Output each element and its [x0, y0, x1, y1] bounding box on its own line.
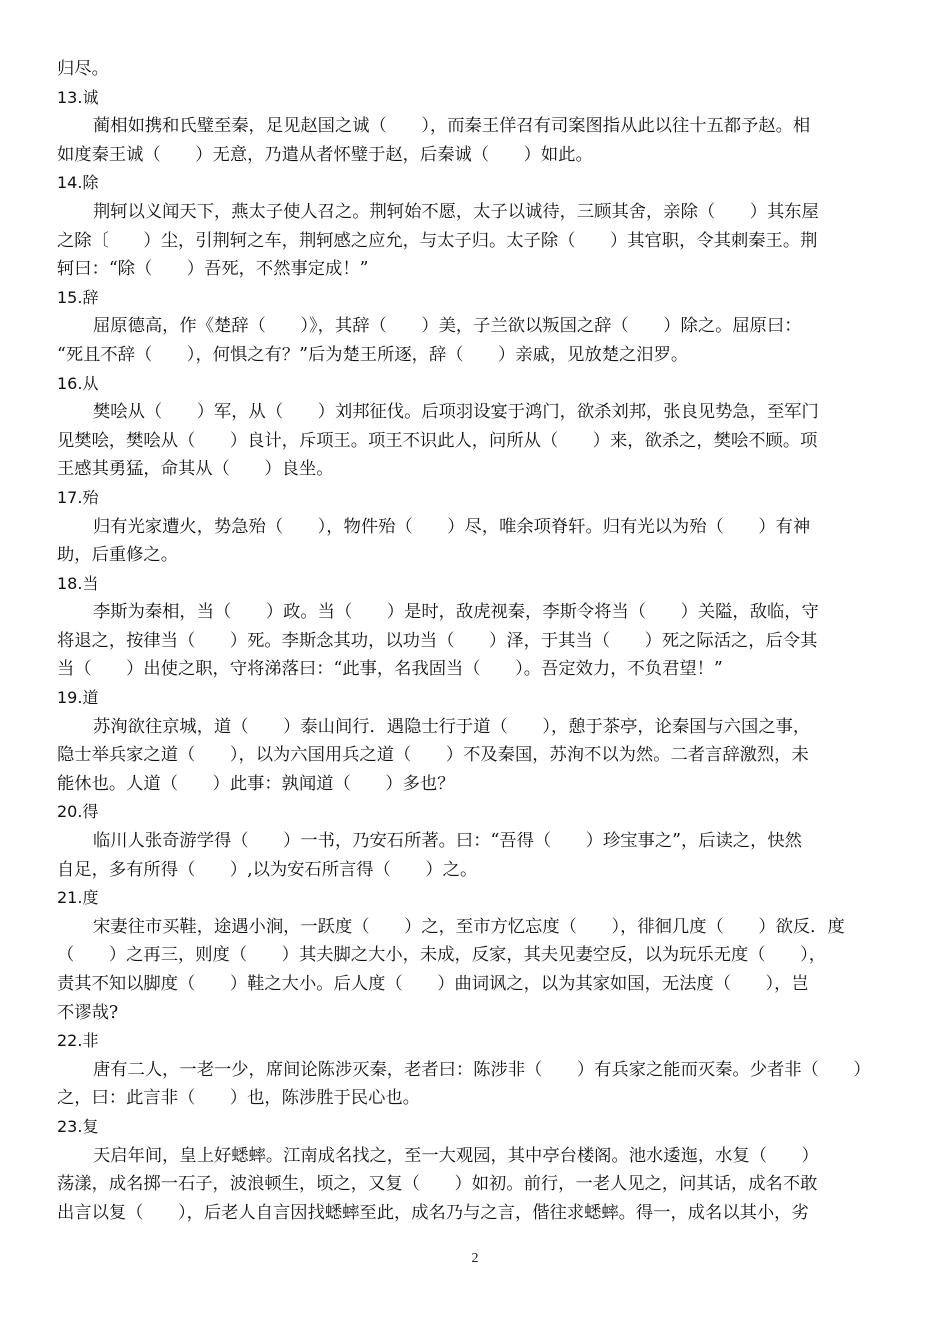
text-line: 归尽。 [57, 59, 109, 79]
item-heading: 21.度 [57, 888, 99, 908]
item-heading: 13.诚 [57, 87, 99, 107]
document-body [57, 55, 893, 1227]
item-heading: 19.道 [57, 688, 99, 708]
text-line: 出言以复（ ），后老人自言因找蟋蟀至此，成名乃与之言，偕往求蟋蟀。得一，成名以其小，劣 [57, 1202, 809, 1223]
paragraph-first-line: 李斯为秦相，当（ ）政。当（ ）是时，敌虎视秦，李斯令将当（ ）关隘，敌临，守 [93, 602, 819, 623]
item-heading: 18.当 [57, 573, 99, 593]
item-heading: 22.非 [57, 1031, 99, 1051]
text-line: 责其不知以脚度（ ）鞋之大小。后人度（ ）曲词讽之，以为其家如国，无法度（ ），岂 [57, 974, 809, 994]
text-line: 之，曰：此言非（ ）也，陈涉胜于民心也。 [57, 1088, 420, 1109]
item-heading: 20.得 [57, 802, 99, 822]
text-line: 能休也。人道（ ）此事：孰闻道（ ）多也？ [57, 773, 455, 794]
item-heading: 17.殆 [57, 487, 99, 507]
text-line: 隐士举兵家之道（ ），以为六国用兵之道（ ）不及秦国，苏洵不以为然。二者言辞激烈，未 [57, 745, 809, 766]
paragraph-first-line: 唐有二人，一老一少，席间论陈涉灭秦，老者曰：陈涉非（ ）有兵家之能而灭秦。少者非（ ） [93, 1059, 871, 1080]
paragraph-first-line: 天启年间，皇上好蟋蟀。江南成名找之，至一大观园，其中亭台楼阁。池水逶迤，水复（ ） [93, 1145, 819, 1166]
text-line: 当（ ）出使之职，守将涕落曰：“此事，名我固当（ ）。吾定效力，不负君望！” [57, 659, 723, 680]
item-heading: 14.除 [57, 173, 99, 193]
text-line: 轲曰：“除（ ）吾死，不然事定成！” [57, 259, 369, 280]
item-heading: 15.辞 [57, 287, 99, 307]
paragraph-first-line: 蔺相如携和氏璧至秦，足见赵国之诚（ ），而秦王佯召有司案图指从此以往十五都予赵。相 [93, 116, 811, 137]
paragraph-first-line: 宋妻往市买鞋，途遇小涧，一跃度（ ）之，至市方忆忘度（ ），徘徊几度（ ）欲反．度 [93, 916, 845, 937]
text-line: 将退之，按律当（ ）死。李斯念其功，以功当（ ）泽，于其当（ ）死之际活之，后令其 [57, 630, 818, 651]
text-line: 见樊哙，樊哙从（ ）良计，斥项王。项王不识此人，问所从（ ）来，欲杀之，樊哙不顾。项 [57, 430, 818, 451]
paragraph-first-line: 屈原德高，作《楚辞（ ）》，其辞（ ）美，子兰欲以叛国之辞（ ）除之。屈原曰： [93, 316, 802, 337]
page-number: 2 [471, 1251, 479, 1266]
paragraph-first-line: 归有光家遭火，势急殆（ ），物件殆（ ）尽，唯余项脊轩。归有光以为殆（ ）有神 [93, 516, 811, 537]
text-line: 助，后重修之。 [57, 545, 178, 566]
text-line: 如度秦王诚（ ）无意，乃遣从者怀璧于赵，后秦诚（ ）如此。 [57, 144, 593, 165]
text-line: （ ）之再三，则度（ ）其夫脚之大小，未成，反家，其夫见妻空反，以为玩乐无度（ ）， [57, 945, 827, 966]
text-line: “死且不辞（ ），何惧之有？”后为楚王所逐，辞（ ）亲戚，见放楚之汨罗。 [57, 344, 689, 365]
paragraph-first-line: 樊哙从（ ）军，从（ ）刘邦征伐。后项羽设宴于鸿门，欲杀刘邦，张良见势急，至军门 [93, 402, 819, 423]
paragraph-first-line: 临川人张奇游学得（ ）一书，乃安石所著。曰：“吾得（ ）珍宝事之”，后读之，快然 [93, 831, 802, 852]
text-line: 自足，多有所得（ ）,以为安石所言得（ ）之。 [57, 859, 478, 880]
text-line: 之除〔 ）尘，引荆轲之车，荆轲感之应允，与太子归。太子除（ ）其官职，令其刺秦王。荆 [57, 230, 818, 251]
text-line: 王感其勇猛，命其从（ ）良坐。 [57, 459, 334, 480]
item-heading: 16.从 [57, 373, 99, 393]
paragraph-first-line: 苏洵欲往京城，道（ ）泰山间行．遇隐士行于道（ ），憩于茶亭，论秦国与六国之事， [93, 716, 811, 737]
item-heading: 23.复 [57, 1116, 99, 1136]
text-line: 荡漾，成名掷一石子，波浪顿生，顷之，又复（ ）如初。前行，一老人见之，问其话，成名不敢 [57, 1174, 818, 1195]
text-line: 不谬哉? [57, 1002, 119, 1023]
paragraph-first-line: 荆轲以义闻天下，燕太子使人召之。荆轲始不愿，太子以诚待，三顾其舍，亲除（ ）其东屋 [93, 201, 819, 222]
